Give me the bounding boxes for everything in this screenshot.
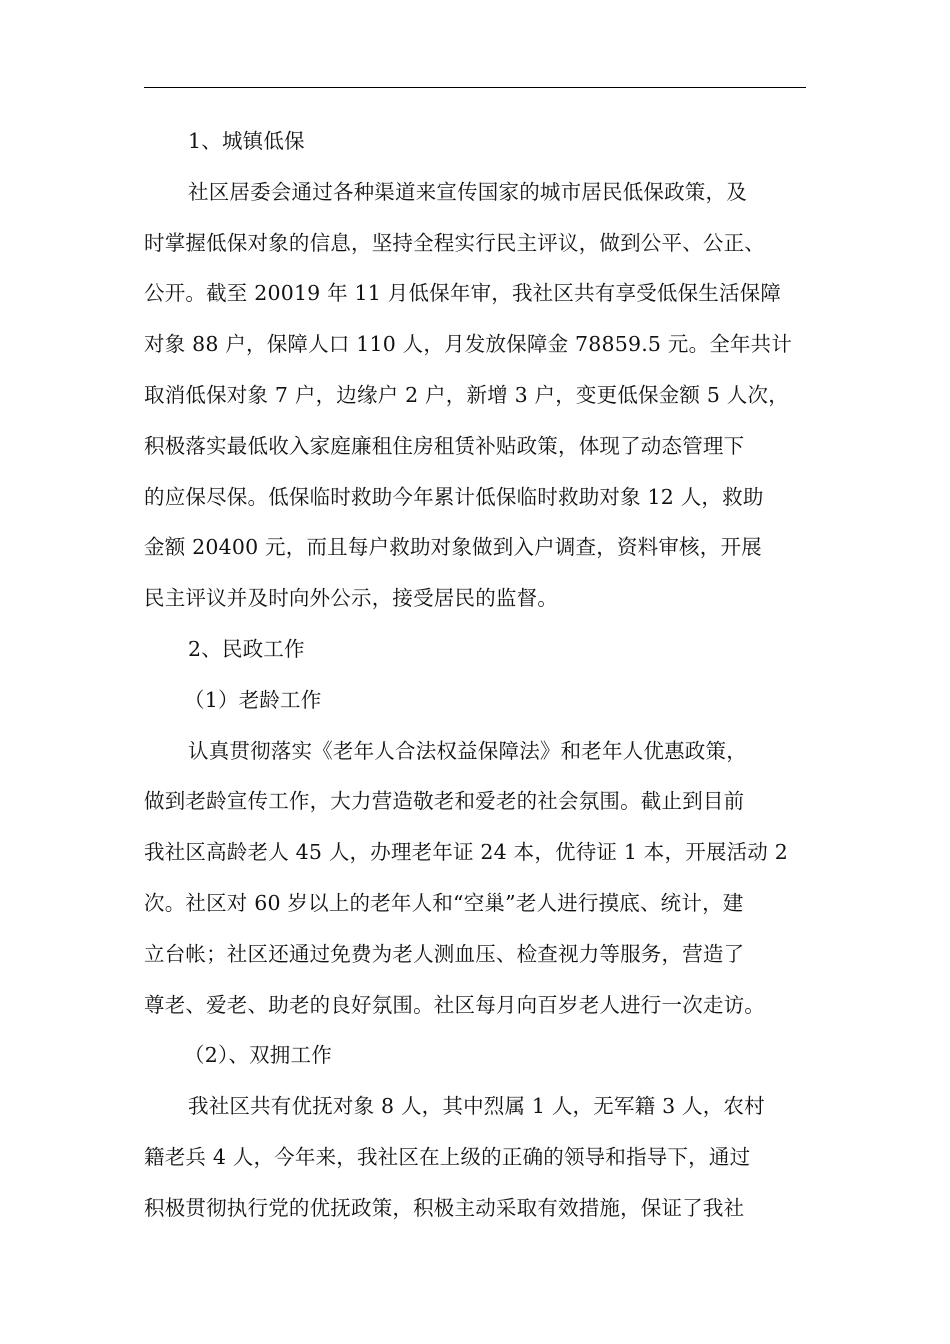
paragraph-line: 民主评议并及时向外公示，接受居民的监督。 — [144, 586, 558, 611]
paragraph-line: 的应保尽保。低保临时救助今年累计低保临时救助对象 12 人，救助 — [144, 484, 764, 509]
paragraph-elderly-work — [144, 726, 808, 1031]
paragraph-line: 我社区高龄老人 45 人，办理老年证 24 本，优待证 1 本，开展活动 2 — [144, 840, 788, 865]
paragraph-line: 尊老、爱老、助老的良好氛围。社区每月向百岁老人进行一次走访。 — [144, 992, 765, 1017]
paragraph-line: 积极贯彻执行党的优抚政策，积极主动采取有效措施，保证了我社 — [144, 1195, 745, 1220]
header-rule — [144, 87, 806, 88]
paragraph-line: 立台帐；社区还通过免费为老人测血压、检查视力等服务，营造了 — [144, 941, 745, 966]
paragraph-line: 次。社区对 60 岁以上的老年人和“空巢”老人进行摸底、统计，建 — [144, 890, 744, 915]
paragraph-line: 认真贯彻落实《老年人合法权益保障法》和老年人优惠政策， — [188, 738, 747, 763]
paragraph-line: 公开。截至 20019 年 11 月低保年审，我社区共有享受低保生活保障 — [144, 281, 782, 306]
subsection-heading-elderly-work: （1）老龄工作 — [184, 687, 322, 712]
paragraph-line: 做到老龄宣传工作，大力营造敬老和爱老的社会氛围。截止到目前 — [144, 789, 745, 814]
section-heading-civil-affairs: 2、民政工作 — [188, 636, 305, 661]
paragraph-line: 社区居委会通过各种渠道来宣传国家的城市居民低保政策，及 — [188, 179, 747, 204]
section-heading-urban-subsistence: 1、城镇低保 — [188, 129, 305, 153]
paragraph-line: 取消低保对象 7 户，边缘户 2 户，新增 3 户，变更低保金额 5 人次， — [144, 382, 789, 407]
paragraph-line: 金额 20400 元，而且每户救助对象做到入户调查，资料审核，开展 — [144, 535, 762, 560]
paragraph-line: 时掌握低保对象的信息，坚持全程实行民主评议，做到公平、公正、 — [144, 230, 765, 255]
subsection-heading-double-support: （2）、双拥工作 — [184, 1043, 332, 1068]
paragraph-line: 对象 88 户，保障人口 110 人，月发放保障金 78859.5 元。全年共计 — [144, 332, 793, 357]
paragraph-line: 积极落实最低收入家庭廉租住房租赁补贴政策，体现了动态管理下 — [144, 433, 745, 458]
document-body — [144, 116, 808, 1234]
paragraph-double-support — [144, 1081, 808, 1233]
paragraph-line: 籍老兵 4 人，今年来，我社区在上级的正确的领导和指导下，通过 — [144, 1144, 751, 1169]
paragraph-line: 我社区共有优抚对象 8 人，其中烈属 1 人，无军籍 3 人，农村 — [188, 1094, 765, 1119]
paragraph-urban-subsistence — [144, 167, 808, 624]
